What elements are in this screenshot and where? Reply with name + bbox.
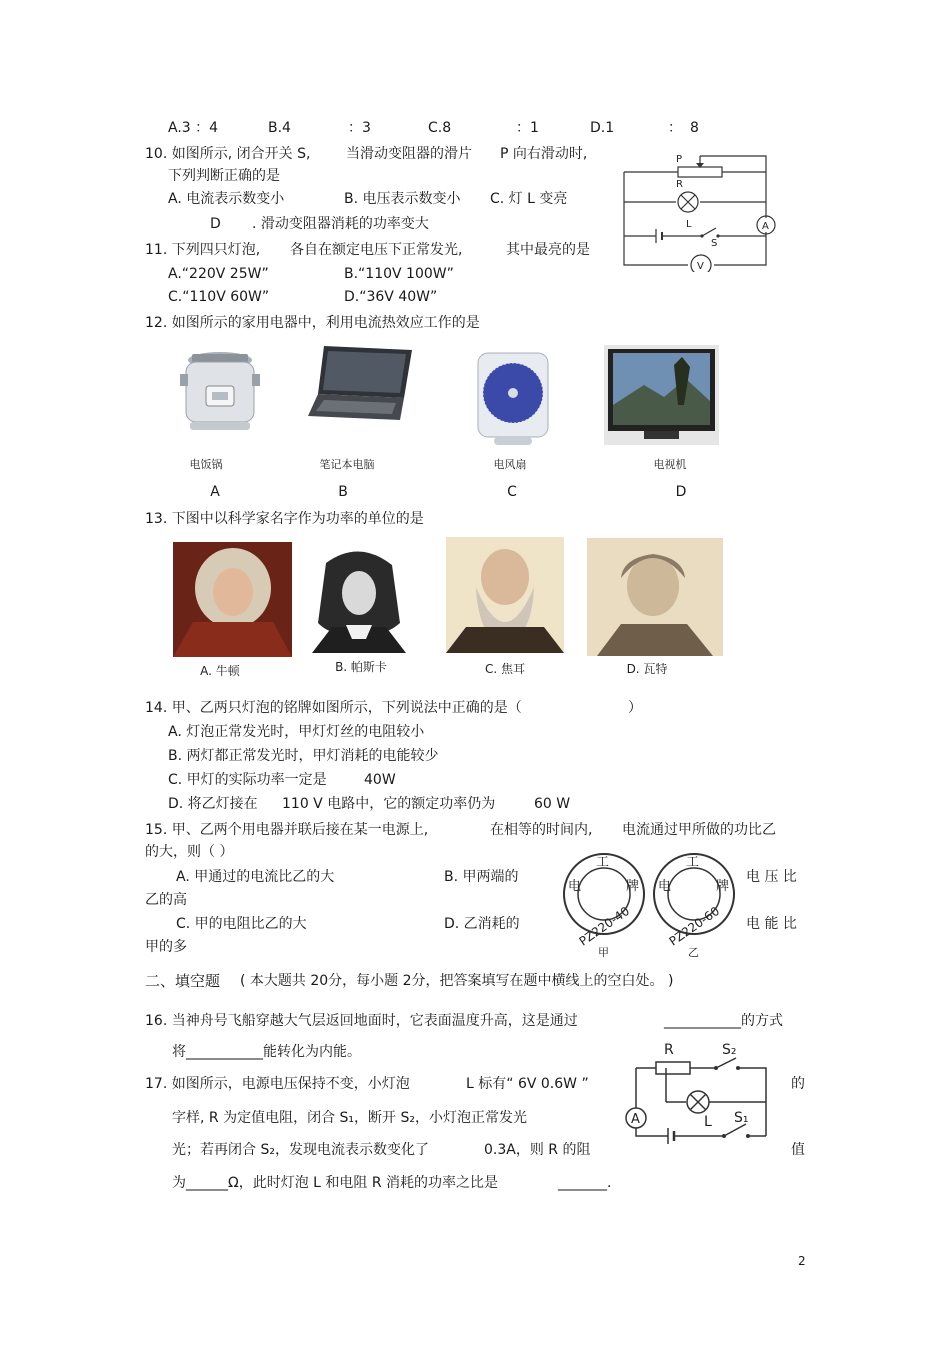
q17-line-4b: _______. [558, 1175, 612, 1191]
q17-line-3c: 值 [791, 1142, 805, 1158]
q15-option-b-1: B. 甲两端的 [444, 869, 519, 885]
q17-circuit-label-s2: S₂ [722, 1042, 737, 1058]
bulb-yi-model: PZ220-60 [666, 903, 723, 949]
q10-option-d-letter: D [210, 216, 221, 232]
q13-stem: 13. 下图中以科学家名字作为功率的单位的是 [145, 511, 424, 527]
q17-line-4a: 为______Ω，此时灯泡 L 和电阻 R 消耗的功率之比是 [172, 1175, 499, 1191]
q14-option-b: B. 两灯都正常发光时，甲灯消耗的电能较少 [168, 748, 439, 764]
q9-option-b: B.4 [268, 120, 291, 136]
electric-fan-image [474, 349, 552, 449]
q15-stem-2: 在相等的时间内, [490, 822, 593, 838]
page-number: 2 [798, 1254, 806, 1268]
q16-line-2: 将___________能转化为内能。 [172, 1044, 361, 1060]
bulb-nameplate-jia [560, 848, 648, 960]
q10-circuit-label-v: V [697, 261, 704, 272]
q10-option-a: A. 电流表示数变小 [168, 191, 285, 207]
q16-line-1: 16. 当神舟号飞船穿越大气层返回地面时，它表面温度升高，这是通过 [145, 1013, 578, 1029]
bulb-jia-model: PZ220-40 [576, 903, 633, 949]
q10-stem-1: 10. 如图所示, 闭合开关 S, [145, 146, 311, 162]
q9-option-a: A.3 ：4 [168, 120, 219, 136]
q13-caption-d: D. 瓦特 [626, 662, 668, 676]
bulb-yi-top: 工 [686, 855, 700, 870]
q12-stem: 12. 如图所示的家用电器中，利用电流热效应工作的是 [145, 315, 480, 331]
q17-line-1a: 17. 如图所示，电源电压保持不变，小灯泡 [145, 1076, 410, 1092]
q11-stem-3: 其中最亮的是 [506, 242, 590, 258]
bulb-jia-right: 牌 [626, 879, 640, 894]
q10-option-c: C. 灯 L 变亮 [490, 191, 568, 207]
q10-stem-4: 下列判断正确的是 [168, 168, 280, 184]
q13-caption-c: C. 焦耳 [484, 662, 525, 676]
q11-option-d: D.“36V 40W” [344, 289, 438, 305]
newton-portrait [173, 542, 292, 657]
q9-option-d-value: 8 [690, 120, 699, 136]
q9-option-d: D.1 [590, 120, 615, 136]
q14-stem: 14. 甲、乙两只灯泡的铭牌如图所示，下列说法中正确的是（ [145, 700, 522, 716]
q10-stem-2: 当滑动变阻器的滑片 [346, 146, 472, 162]
q17-line-3a: 光；若再闭合 S₂，发现电流表示数变化了 [172, 1142, 429, 1158]
rice-cooker-image [176, 346, 264, 440]
section-2-note: ( 本大题共 20分，每小题 2分，把答案填写在题中横线上的空白处。 ) [240, 973, 674, 989]
q11-option-c: C.“110V 60W” [168, 289, 270, 305]
q17-circuit-label-r: R [664, 1042, 674, 1058]
bulb-yi-right: 牌 [716, 879, 730, 894]
q12-caption-d: 电视机 [653, 458, 687, 471]
q15-option-d-1: D. 乙消耗的 [444, 916, 520, 932]
q17-circuit-diagram [620, 1040, 770, 1150]
q9-option-c-ratio: ：1 [516, 120, 539, 136]
q9-option-c: C.8 [428, 120, 452, 136]
q17-circuit-label-a: A [631, 1112, 640, 1127]
q10-circuit-label-p: P [676, 154, 683, 165]
pascal-portrait [306, 543, 412, 653]
bulb-yi-name: 乙 [688, 946, 699, 959]
q14-option-c-2: 40W [364, 772, 396, 788]
q13-caption-a: A. 牛顿 [200, 664, 240, 678]
joule-portrait [446, 537, 564, 653]
q17-line-2: 字样, R 为定值电阻，闭合 S₁，断开 S₂，小灯泡正常发光 [172, 1110, 527, 1126]
bulb-yi-left: 电 [658, 879, 672, 894]
q12-label-d: D [675, 484, 687, 500]
q11-stem-2: 各自在额定电压下正常发光, [290, 242, 463, 258]
q14-option-d-3: 60 W [534, 796, 571, 812]
q16-line-1-blank: ___________的方式 [664, 1013, 783, 1029]
q17-line-1b: L 标有“ 6V 0.6W ” [466, 1076, 589, 1092]
q17-circuit-label-s1: S₁ [734, 1110, 749, 1126]
q11-stem-1: 11. 下列四只灯泡, [145, 242, 261, 258]
q15-stem-3: 电流通过甲所做的功比乙 [622, 822, 776, 838]
q15-stem-4: 的大，则（ ） [145, 844, 234, 860]
q14-option-d-2: 110 V 电路中，它的额定功率仍为 [282, 796, 496, 812]
q12-label-b: B [338, 484, 348, 500]
q9-option-d-colon: ： [668, 120, 682, 136]
q10-circuit-label-r: R [676, 179, 683, 190]
q10-stem-3: P 向右滑动时, [500, 146, 588, 162]
q17-line-3b: 0.3A，则 R 的阻 [484, 1142, 591, 1158]
q13-caption-b: B. 帕斯卡 [335, 660, 387, 674]
q12-label-a: A [210, 484, 220, 500]
q12-caption-a: 电饭锅 [189, 458, 223, 471]
q17-circuit-label-l: L [704, 1114, 712, 1130]
q10-circuit-diagram [618, 150, 783, 272]
q10-option-b: B. 电压表示数变小 [344, 191, 461, 207]
q14-option-c-1: C. 甲灯的实际功率一定是 [168, 772, 327, 788]
q12-caption-b: 笔记本电脑 [319, 458, 375, 471]
q10-circuit-label-s: S [711, 238, 718, 249]
q15-option-d-3: 甲的多 [145, 939, 187, 955]
q14-option-d-1: D. 将乙灯接在 [168, 796, 258, 812]
section-2-title: 二、填空题 [145, 972, 221, 990]
television-image [604, 345, 719, 447]
q12-label-c: C [507, 484, 517, 500]
bulb-jia-top: 工 [596, 855, 610, 870]
q10-circuit-label-l: L [686, 219, 692, 230]
bulb-nameplate-yi [650, 848, 738, 960]
q15-option-d-2: 电 能 比 [746, 916, 797, 932]
q15-option-c: C. 甲的电阻比乙的大 [176, 916, 307, 932]
q14-option-a: A. 灯泡正常发光时，甲灯灯丝的电阻较小 [168, 724, 425, 740]
bulb-jia-left: 电 [568, 879, 582, 894]
watt-portrait [587, 538, 723, 656]
bulb-jia-name: 甲 [598, 946, 609, 959]
q10-circuit-label-a: A [762, 221, 769, 232]
q12-caption-c: 电风扇 [493, 458, 527, 471]
q17-line-1c: 的 [791, 1076, 805, 1092]
q15-option-b-3: 乙的高 [145, 892, 187, 908]
q14-stem-end: ） [628, 700, 642, 716]
q15-option-b-2: 电 压 比 [746, 869, 797, 885]
laptop-image [304, 342, 416, 428]
q15-stem-1: 15. 甲、乙两个用电器并联后接在某一电源上, [145, 822, 429, 838]
q15-option-a: A. 甲通过的电流比乙的大 [176, 869, 335, 885]
q9-option-b-ratio: ：3 [348, 120, 371, 136]
q10-option-d-text: . 滑动变阻器消耗的功率变大 [252, 216, 429, 232]
q11-option-b: B.“110V 100W” [344, 266, 454, 282]
q11-option-a: A.“220V 25W” [168, 266, 269, 282]
